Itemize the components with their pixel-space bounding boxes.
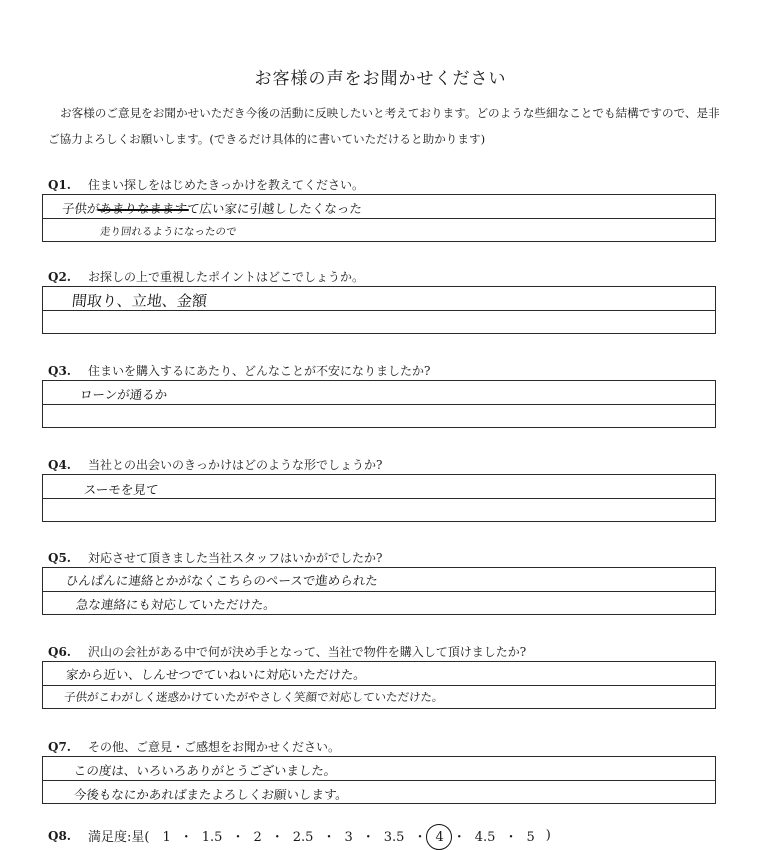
rating-label: 満足度:星( <box>88 830 150 845</box>
struck-text: あまりなまます <box>98 201 188 216</box>
question-number: Q7. <box>48 740 71 754</box>
answer-1-line-2: 走り回れるようになったので <box>99 226 238 238</box>
rating-option-4[interactable]: 4 <box>430 830 448 845</box>
question-number: Q4. <box>48 458 71 472</box>
rating-option-2[interactable]: 2 <box>253 830 262 845</box>
answer-5-line-1: ひんぱんに連絡とかがなくこちらのペースで進められた <box>65 573 379 588</box>
answer-6-line-2: 子供がこわがしく迷惑かけていたがやさしく笑顔で対応していただけた。 <box>63 690 445 704</box>
rating-options <box>157 826 539 845</box>
question-6 <box>48 643 526 660</box>
question-1 <box>48 176 364 193</box>
question-3 <box>48 362 430 379</box>
rating-separator: ・ <box>231 830 245 845</box>
rating-separator: ・ <box>322 830 336 845</box>
question-number: Q3. <box>48 364 71 378</box>
answer-1-line-1 <box>61 199 363 217</box>
intro-text: お客様のご意見をお聞かせいただき今後の活動に反映したいと考えております。どのような些細なことでも結構ですので、是非ご協力よろしくお願いします。(できるだけ具体的に書いていただけると助かります) <box>48 106 720 146</box>
answer-5-line-2: 急な連絡にも対応していただけた。 <box>75 597 277 612</box>
rating-option-1[interactable]: 1 <box>162 830 171 845</box>
satisfaction-rating <box>48 826 551 845</box>
question-5 <box>48 549 382 566</box>
rating-separator: ・ <box>452 830 466 845</box>
answer-text: て広い家に引越ししたくなった <box>186 201 363 216</box>
question-text: 当社との出会いのきっかけはどのような形でしょうか? <box>88 458 383 472</box>
answer-4-line-1: スーモを見て <box>83 482 160 497</box>
question-text: お探しの上で重視したポイントはどこでしょうか。 <box>88 270 365 284</box>
question-text: 対応させて頂きました当社スタッフはいかがでしたか? <box>88 551 383 565</box>
answer-3-line-1: ローンが通るか <box>79 387 169 402</box>
answer-7-line-1: この度は、いろいろありがとうございました。 <box>73 763 338 778</box>
rating-close: ) <box>545 828 551 843</box>
question-7 <box>48 738 340 755</box>
question-number: Q1. <box>48 178 71 192</box>
question-number: Q2. <box>48 270 71 284</box>
question-4 <box>48 456 382 473</box>
question-number: Q5. <box>48 551 71 565</box>
rating-separator: ・ <box>179 830 193 845</box>
rating-option-3-5[interactable]: 3.5 <box>383 830 405 845</box>
question-text: 住まい探しをはじめたきっかけを教えてください。 <box>88 178 365 192</box>
question-text: 沢山の会社がある中で何が決め手となって、当社で物件を購入して頂けましたか? <box>88 645 527 659</box>
answer-text: 子供が <box>61 201 101 216</box>
question-number: Q6. <box>48 645 71 659</box>
question-number: Q8. <box>48 828 71 843</box>
rating-separator: ・ <box>270 830 284 845</box>
rating-option-5[interactable]: 5 <box>526 830 535 845</box>
page-title: お客様の声をお聞かせください <box>254 69 507 89</box>
answer-6-line-1: 家から近い、しんせつでていねいに対応いただけた。 <box>65 667 367 682</box>
rating-option-1-5[interactable]: 1.5 <box>201 830 223 845</box>
rating-option-2-5[interactable]: 2.5 <box>292 830 314 845</box>
answer-7-line-2: 今後もなにかあればまたよろしくお願いします。 <box>73 787 349 802</box>
rating-separator: ・ <box>361 830 375 845</box>
rating-option-3[interactable]: 3 <box>344 830 353 845</box>
question-text: その他、ご意見・ご感想をお聞かせください。 <box>88 740 341 754</box>
rating-option-4-5[interactable]: 4.5 <box>474 830 496 845</box>
rating-separator: ・ <box>504 830 518 845</box>
question-2 <box>48 268 364 285</box>
question-text: 住まいを購入するにあたり、どんなことが不安になりましたか? <box>88 364 431 378</box>
answer-2-line-1: 間取り、立地、金額 <box>71 292 208 310</box>
rating-separator: ・ <box>413 830 427 845</box>
